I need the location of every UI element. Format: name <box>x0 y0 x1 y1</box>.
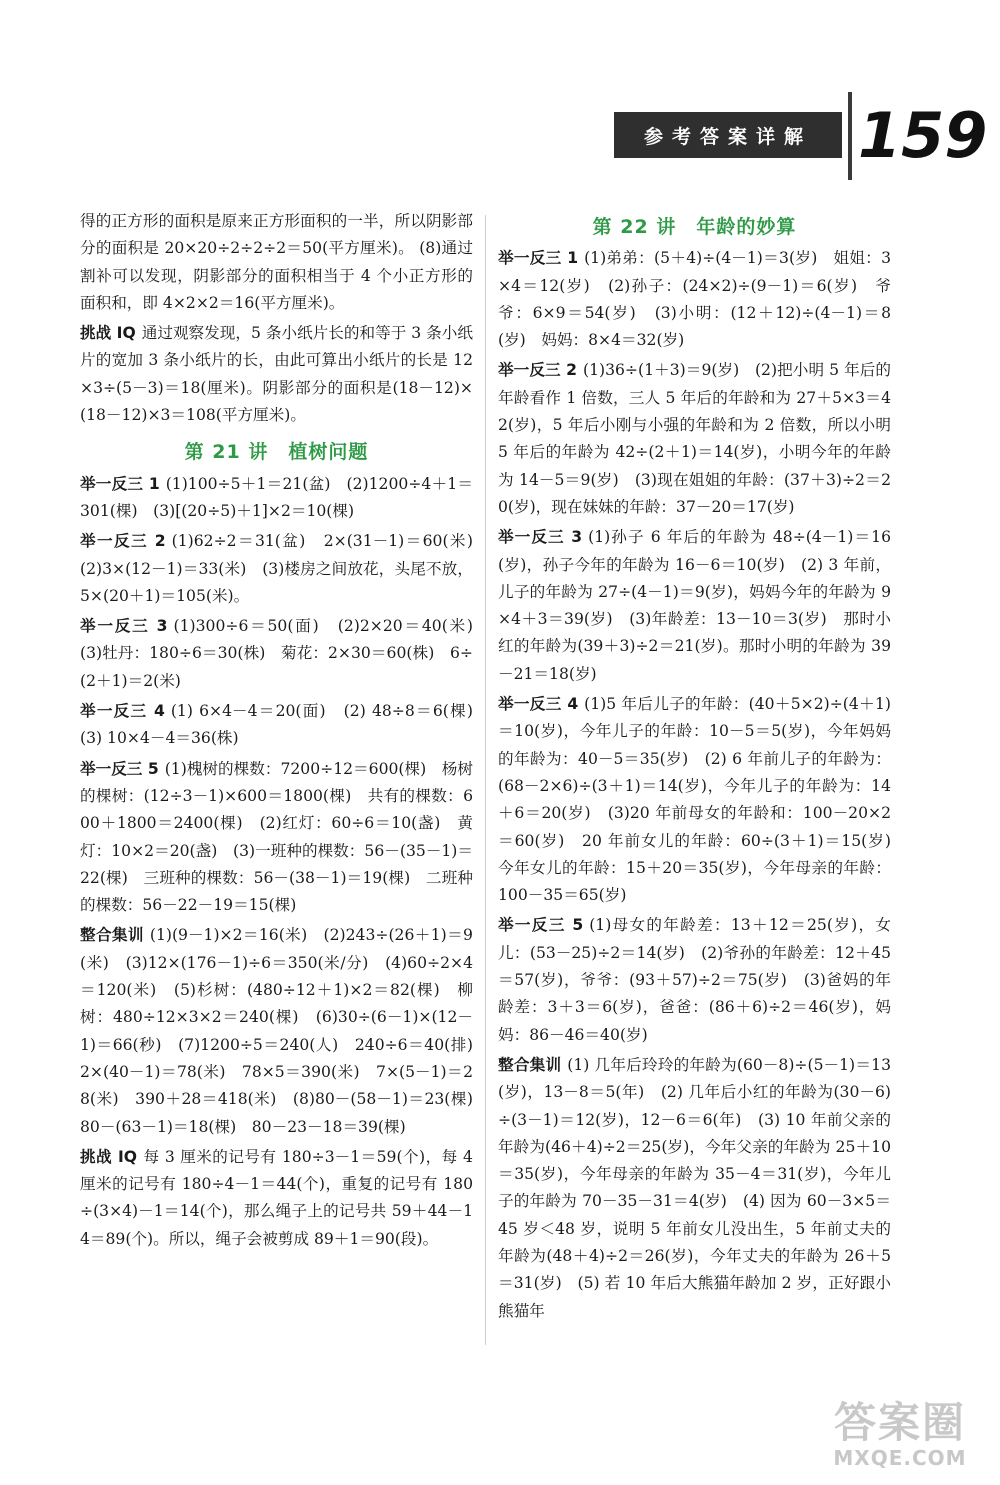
challenge-iq-2 <box>80 1144 473 1253</box>
challenge-label: 挑战 IQ <box>80 1147 138 1166</box>
exercise-text: (1)300÷6＝50(面) (2)2×20＝40(米) (3)牡丹：180÷6＝30(株) 菊花：2×30＝60(株) 6÷(2＋1)＝2(米) <box>80 617 489 690</box>
header-rule <box>848 92 852 180</box>
exercise-item <box>498 357 891 521</box>
exercise-text: (1)槐树的棵数：7200÷12＝600(棵) 杨树的棵树：(12÷3－1)×600＝1800(棵) 共有的棵数：600＋1800＝2400(棵) (2)红灯：60÷6＝10(盏) 黄灯：10×2＝20(盏) (3)一班种的棵数：56－(35－1)＝22(棵) 三班种的棵数：56－(38－1)＝19(棵) 二班种的棵数：56－22－19＝15(棵) <box>80 759 474 915</box>
exercise-label: 举一反三 1 <box>80 474 160 493</box>
exercise-text: (1) 6×4－4＝20(面) (2) 48÷8＝6(棵) (3) 10×4－4＝36(株) <box>80 702 489 748</box>
exercise-item <box>498 245 891 354</box>
exercise-label: 举一反三 3 <box>498 528 583 547</box>
section-header-title: 参考答案详解 <box>643 125 812 148</box>
exercise-text: (1)母女的年龄差：13＋12＝25(岁)，女儿：(53－25)÷2＝14(岁) (2)爷孙的年龄差：12＋45＝57(岁)，爷爷：(93＋57)÷2＝75(岁) (3)爸妈的年龄差：3＋3＝6(岁)，爸爸：(86＋6)÷2＝46(岁)，妈妈：86－46＝40(岁) <box>498 916 891 1044</box>
section-title-22: 第 22 讲 年龄的妙算 <box>592 216 797 238</box>
exercise-label: 整合集训 <box>80 926 144 945</box>
continued-paragraph: 得的正方形的面积是原来正方形面积的一半，所以阴影部分的面积是 20×20÷2÷2÷2＝50(平方厘米)。 (8)通过割补可以发现，阴影部分的面积相当于 4 个小正方形的面积和，即 4×2×2＝16(平方厘米)。 <box>80 212 473 312</box>
watermark-logo-text: 答案圈 <box>833 1398 966 1447</box>
exercise-item <box>498 1052 891 1325</box>
exercise-text: (1)36÷(1＋3)＝9(岁) (2)把小明 5 年后的年龄看作 1 倍数，三人 5 年后的年龄和为 27＋5×3＝42(岁)，5 年后小刚与小强的年龄和为 2 倍数，所以小明 5 年后的年龄为 42÷(2＋1)＝14(岁)，小明今年的年龄为 14－5＝9(岁) (3)现在姐姐的年龄：(37＋3)÷2＝20(岁)，现在妹妹的年龄：37－20＝17(岁) <box>498 361 891 516</box>
exercise-item <box>80 613 489 695</box>
exercise-text: (1)100÷5＋1＝21(盆) (2)1200÷4＋1＝301(棵) (3)[(20÷5)＋1]×2＝10(棵) <box>80 474 474 520</box>
exercise-item <box>80 528 489 610</box>
exercise-item <box>498 912 891 1048</box>
exercise-text: (1)(9－1)×2＝16(米) (2)243÷(26＋1)＝9(米) (3)12×(176－1)÷6＝350(米/分) (4)60÷2×4＝120(米) (5)杉树：(480÷12＋1)×2＝82(棵) 柳树：480÷12×3×2＝240(棵) (6)30÷(6－1)×(12－1)＝66(秒) (7)1200÷5＝240(人) 240÷6＝40(排) 2×(40－1)＝78(米) 78×5＝390(米) 7×(5－1)＝28(米) 390＋28＝418(米) (8)80－(58－1)＝23(棵) 80－(63－1)＝18(棵) 80－23－18＝39(棵) <box>80 926 489 1136</box>
right-column <box>498 208 907 1328</box>
section-header-banner <box>614 112 842 158</box>
page-number: 159 <box>858 99 988 172</box>
exercise-label: 举一反三 4 <box>498 695 579 714</box>
exercise-item <box>80 471 473 526</box>
exercise-item <box>498 524 891 688</box>
exercise-label: 整合集训 <box>498 1055 562 1074</box>
challenge-text: 每 3 厘米的记号有 180÷3－1＝59(个)，每 4 厘米的记号有 180÷4－1＝44(个)，重复的记号有 180÷(3×4)－1＝14(个)，那么绳子上的记号共 59＋44－14＝89(个)。所以，绳子会被剪成 89＋1＝90(段)。 <box>80 1147 473 1248</box>
exercise-label: 举一反三 5 <box>80 759 159 778</box>
exercise-text: (1)5 年后儿子的年龄：(40＋5×2)÷(4＋1)＝10(岁)，今年儿子的年龄：10－5＝5(岁)，今年妈妈的年龄为：40－5＝35(岁) (2) 6 年前儿子的年龄为：(68－2×6)÷(3＋1)＝14(岁)，今年儿子的年龄为：14＋6＝20(岁) (3)20 年前母女的年龄和：100－20×2＝60(岁) 20 年前女儿的年龄：60÷(3＋1)＝15(岁) 今年女儿的年龄：15＋20＝35(岁)，今年母亲的年龄：100－35＝65(岁) <box>498 695 907 905</box>
column-divider <box>485 215 486 1345</box>
exercise-text: (1) 几年后玲玲的年龄为(60－8)÷(5－1)＝13(岁)，13－8＝5(年) (2) 几年后小红的年龄为(30－6)÷(3－1)＝12(岁)，12－6＝6(年) (3) 10 年前父亲的年龄为(46＋4)÷2＝25(岁)，今年父亲的年龄为 25＋10＝35(岁)，今年母亲的年龄为 35－4＝31(岁)，今年儿子的年龄为 70－35－31＝4(岁) (4) 因为 60－3×5＝45 岁＜48 岁，说明 5 年前女儿没出生，5 年前丈夫的年龄为(48＋4)÷2＝26(岁)，今年丈夫的年龄为 26＋5＝31(岁) (5) 若 10 年后大熊猫年龄加 2 岁，正好跟小熊猫年 <box>498 1055 891 1320</box>
exercise-item <box>80 698 489 753</box>
exercise-text: (1)62÷2＝31(盆) 2×(31－1)＝60(米) (2)3×(12－1)＝33(米) (3)楼房之间放花，头尾不放，5×(20＋1)＝105(米)。 <box>80 532 489 605</box>
exercise-label: 举一反三 1 <box>498 249 579 268</box>
section-title-21: 第 21 讲 植树问题 <box>184 441 369 464</box>
exercise-item <box>80 756 473 920</box>
exercise-text: (1)孙子 6 年后的年龄为 48÷(4－1)＝16(岁)，孙子今年的年龄为 16－6＝10(岁) (2) 3 年前，儿子的年龄为 27÷(4－1)＝9(岁)，妈妈今年的年龄为 9×4＋3＝39(岁) (3)年龄差：13－10＝3(岁) 那时小红的年龄为(39＋3)÷2＝21(岁)。那时小明的年龄为 39－21＝18(岁) <box>498 528 891 683</box>
exercise-label: 举一反三 5 <box>498 916 584 935</box>
challenge-iq-1 <box>80 320 473 429</box>
exercise-label: 举一反三 2 <box>498 361 577 380</box>
watermark-url: MXQE.COM <box>833 1446 967 1470</box>
exercise-item <box>498 691 907 909</box>
exercise-label: 举一反三 4 <box>80 702 165 721</box>
challenge-label: 挑战 IQ <box>80 324 136 343</box>
challenge-text: 通过观察发现，5 条小纸片长的和等于 3 条小纸片的宽加 3 条小纸片的长，由此可算出小纸片的长是 12×3÷(5－3)＝18(厘米)。阴影部分的面积是(18－12)×(18－12)×3＝108(平方厘米)。 <box>80 324 473 425</box>
exercise-label: 举一反三 2 <box>80 532 166 551</box>
left-column <box>80 208 489 1256</box>
watermark <box>810 1400 990 1475</box>
exercise-item <box>80 922 489 1140</box>
exercise-text: (1)弟弟：(5＋4)÷(4－1)＝3(岁) 姐姐：3×4＝12(岁) (2)孙子：(24×2)÷(9－1)＝6(岁) 爷爷：6×9＝54(岁) (3)小明：(12＋12)÷(4－1)＝8(岁) 妈妈：8×4＝32(岁) <box>498 249 891 350</box>
exercise-label: 举一反三 3 <box>80 617 168 636</box>
